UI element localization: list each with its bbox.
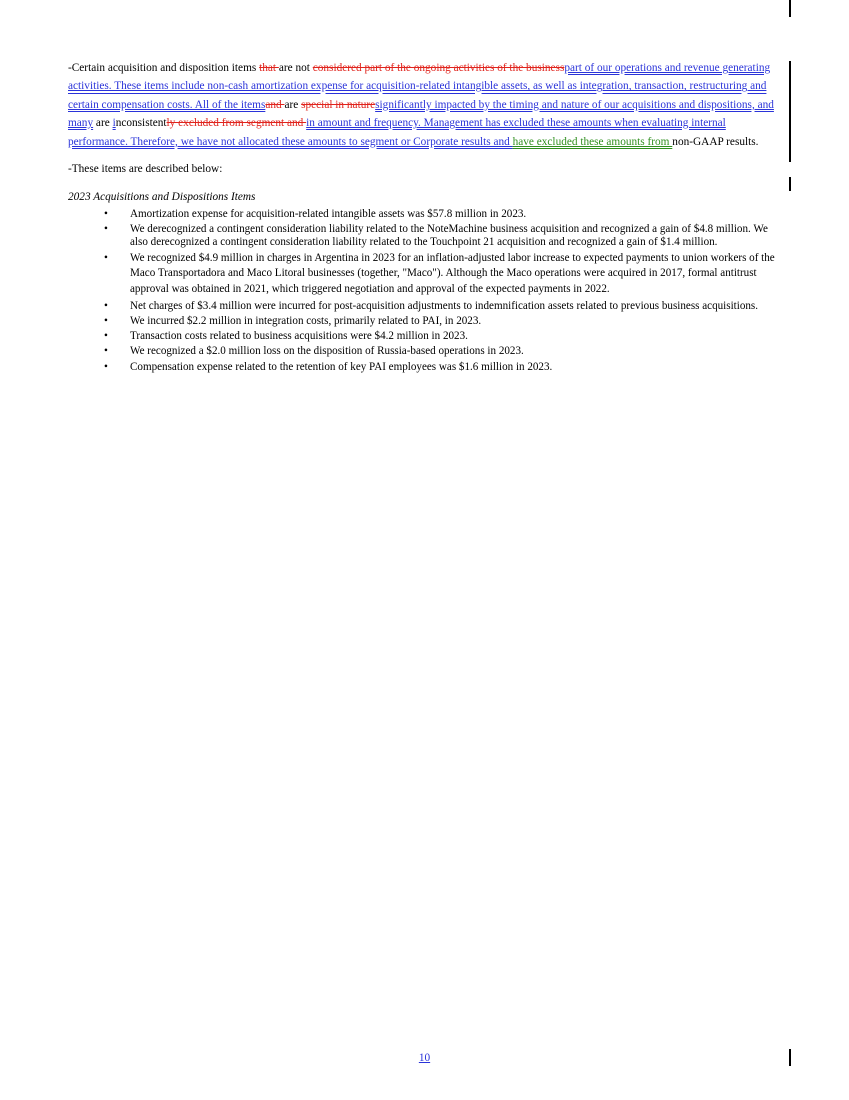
bullet: • [104,345,108,358]
inserted-text: significantly impacted by the timing and nature of our acquisitions and dispositions, and many [68,98,774,130]
inserted-text: i [112,117,116,130]
list-item-text: Transaction costs related to business acquisitions were $4.2 million in 2023. [130,330,468,343]
list-item [68,300,780,313]
change-bar-top [789,0,791,17]
deleted-text: and [265,98,285,111]
bullet: • [104,315,108,327]
list-item-text: Amortization expense for acquisition-related intangible assets was $57.8 million in 2023. [130,208,527,221]
text-run: non-GAAP results. [672,135,759,148]
items-intro: -These items are described below: [68,163,223,176]
moved-text: have excluded these amounts from [512,135,673,148]
list-item [68,223,780,248]
inserted-text: in amount and frequency. Management has excluded these amounts when evaluating internal performance. Therefore, we have not allocated these amounts to segment or Corporate results and [68,117,726,148]
list-item [68,208,780,221]
list-item-text: Compensation expense related to the retention of key PAI employees was $1.6 million in 2023. [130,360,553,373]
list-item [68,361,780,374]
text-run: are [93,117,113,130]
list-item-text: We derecognized a contingent consideration liability related to the NoteMachine business acquisition and recognized a gain of $4.8 million. We also derecognized a contingent consideration liability related to the Touchpoint 21 acquisition and recognized a gain of $1.4 million. [130,223,768,248]
items-list [68,208,780,373]
list-item-text: Net charges of $3.4 million were incurred for post-acquisition adjustments to indemnification assets related to previous business acquisitions. [130,299,758,312]
list-item-text: We recognized a $2.0 million loss on the disposition of Russia-based operations in 2023. [130,345,524,358]
bullet: • [104,299,108,312]
deleted-text: ly excluded from segment and [166,117,307,130]
list-item-text: We recognized $4.9 million in charges in Argentina in 2023 for an inflation-adjusted labor increase to expected payments to union workers of the Maco Transportadora and Maco Litoral businesses (together, "Maco"). Although the Maco operations were acquired in 2017, formal antitrust approval was obtained in 2021, which triggered negotiation and approval of the expected payments in 2022. [130,252,775,295]
bullet: • [104,208,108,221]
change-bar-para [789,61,791,162]
text-run: nconsistent [115,117,167,130]
document-body [68,59,780,376]
bullet: • [104,252,108,264]
text-run: are [284,98,302,111]
bullet: • [104,330,108,343]
bullet: • [104,360,108,373]
change-bar-intro2 [789,177,791,191]
text-run: are not [278,62,313,74]
list-item [68,315,780,328]
text-run: -Certain acquisition and disposition items [68,62,260,74]
page-number[interactable]: 10 [418,1052,431,1064]
intro-paragraph [68,59,780,151]
inserted-text: part of our operations and revenue generating activities. These items include non-cash amortization expense for acquisition-related intangible assets, as well as integration, transaction, restructuring and certain compensation costs. All of the items [68,62,771,111]
deleted-text: that [259,62,279,74]
list-item [68,345,780,358]
bullet: • [104,223,108,236]
list-item [68,330,780,343]
deleted-text: special in nature [301,98,376,111]
deleted-text: considered part of the ongoing activities of the business [312,62,565,74]
list-item-text: We incurred $2.2 million in integration costs, primarily related to PAI, in 2023. [130,315,482,327]
section-title: 2023 Acquisitions and Dispositions Items [68,191,256,204]
list-item [68,251,780,297]
